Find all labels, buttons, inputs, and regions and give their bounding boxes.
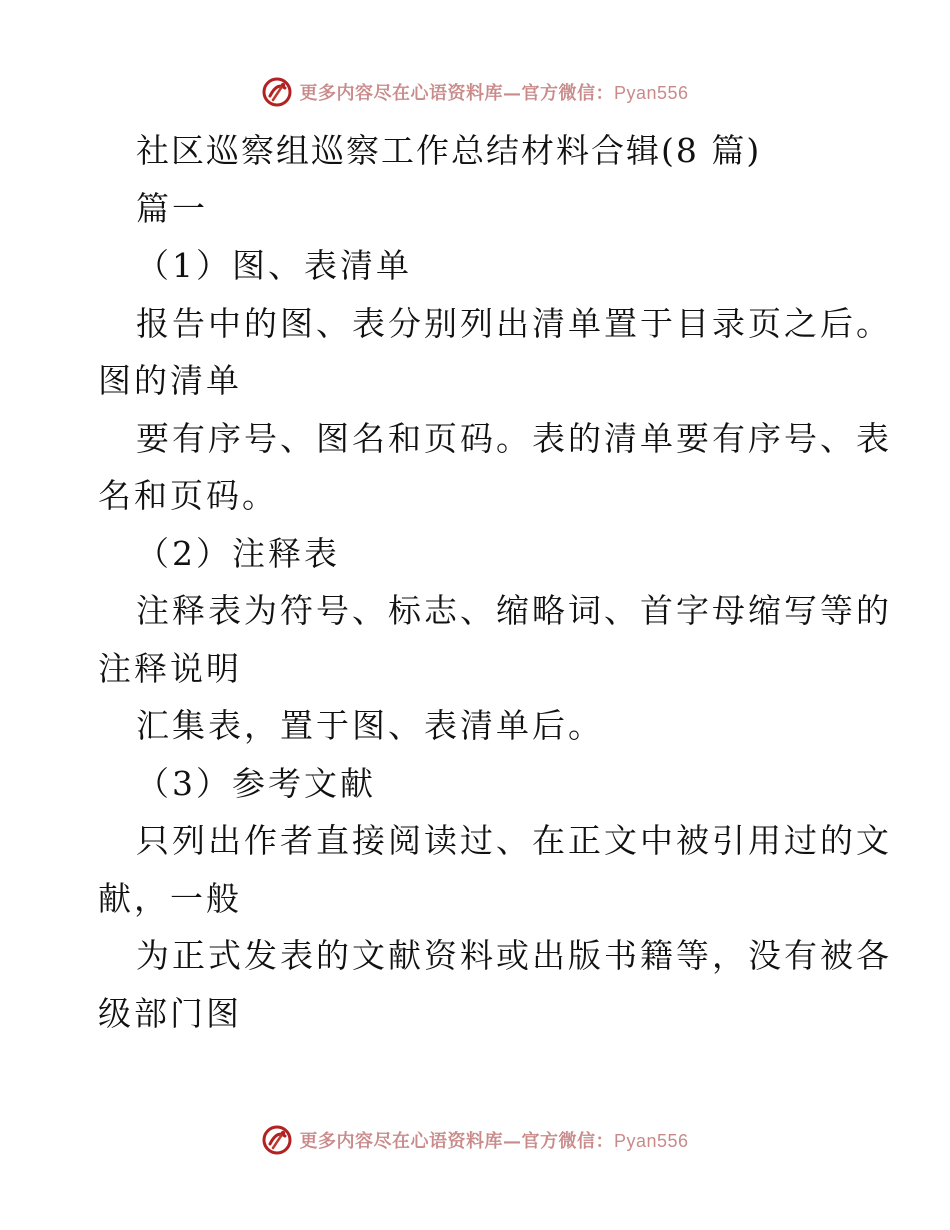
header-banner <box>0 72 950 112</box>
banner-main-text: 更多内容尽在心语资料库—官方微信： <box>299 1131 614 1152</box>
subsection-heading: （2）注释表 <box>136 533 340 573</box>
banner-text <box>299 79 688 105</box>
body-text-line: 注释表为符号、标志、缩略词、首字母缩写等的 <box>136 591 892 630</box>
body-text-line: 为正式发表的文献资料或出版书籍等，没有被各 <box>136 936 892 975</box>
section-heading: 篇一 <box>136 188 208 228</box>
body-text-line: 报告中的图、表分别列出清单置于目录页之后。 <box>136 303 892 343</box>
banner-main-text: 更多内容尽在心语资料库—官方微信： <box>299 83 614 104</box>
red-swirl-logo-icon <box>261 1124 293 1156</box>
body-text-line: 图的清单 <box>98 361 242 400</box>
banner-wechat-id: Pyan556 <box>613 1131 689 1151</box>
body-text-line: 献，一般 <box>98 878 242 918</box>
banner-wechat-id: Pyan556 <box>613 83 689 103</box>
footer-banner <box>0 1120 950 1160</box>
subsection-heading: （3）参考文献 <box>136 763 376 803</box>
document-title: 社区巡察组巡察工作总结材料合辑(8 篇) <box>136 131 762 170</box>
body-text-line: 名和页码。 <box>98 476 278 515</box>
body-text-line: 只列出作者直接阅读过、在正文中被引用过的文 <box>136 821 892 860</box>
red-swirl-logo-icon <box>261 76 293 108</box>
subsection-heading: （1）图、表清单 <box>136 246 412 285</box>
body-text-line: 注释说明 <box>98 648 242 688</box>
banner-text <box>299 1127 688 1153</box>
body-text-line: 级部门图 <box>98 993 242 1033</box>
document-body <box>98 122 892 1042</box>
body-text-line: 要有序号、图名和页码。表的清单要有序号、表 <box>136 418 892 458</box>
body-text-line: 汇集表，置于图、表清单后。 <box>136 706 604 745</box>
